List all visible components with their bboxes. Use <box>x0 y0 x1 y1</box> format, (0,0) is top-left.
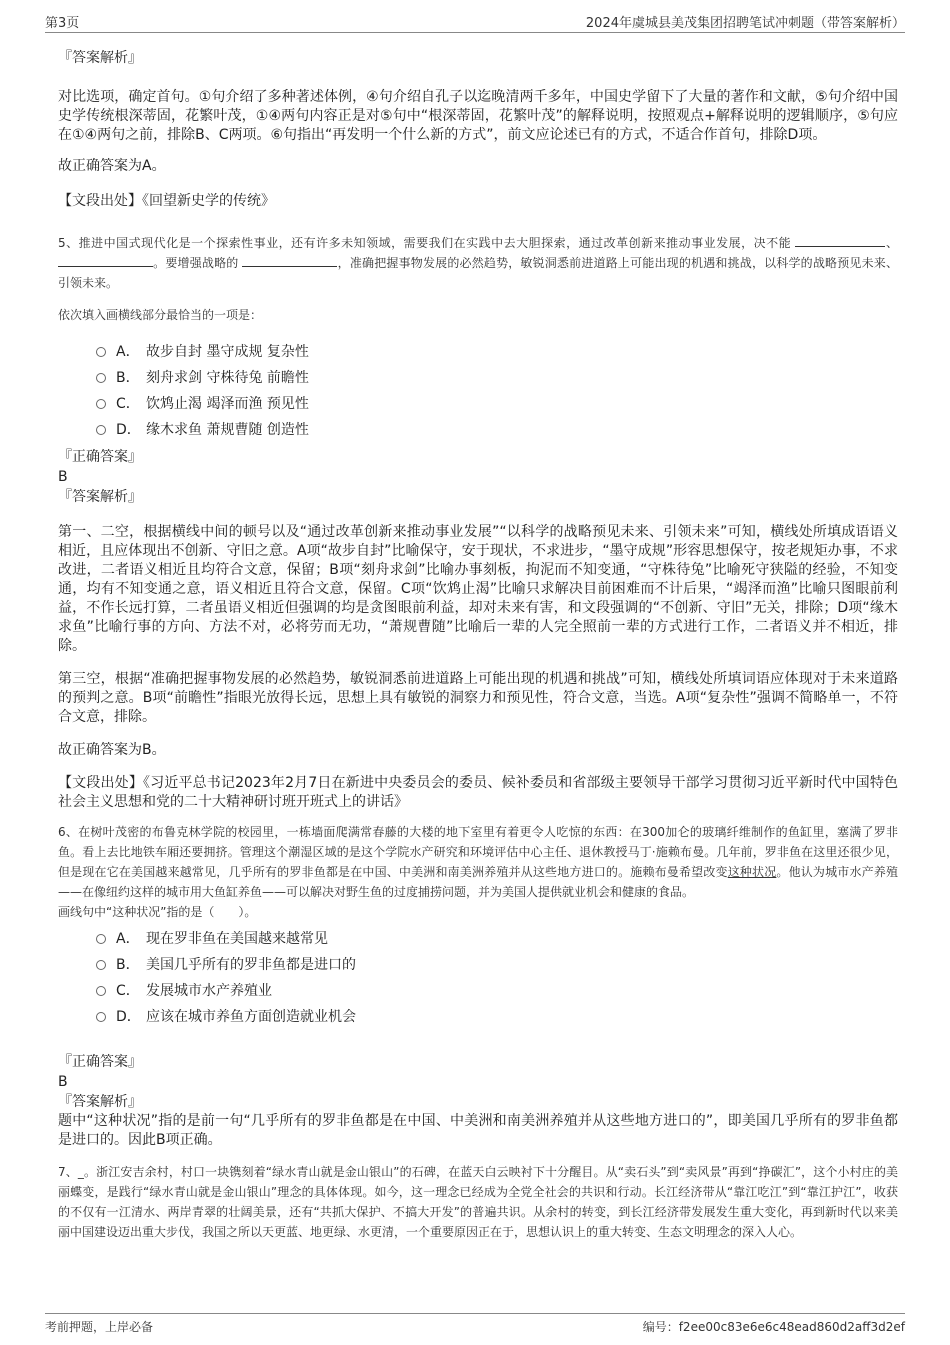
q5-separator: 、 <box>885 236 898 250</box>
page-number: 第3页 <box>45 16 80 31</box>
option-text: 缘木求鱼 萧规曹随 创造性 <box>146 422 309 438</box>
q5-stem-part-a: 5、推进中国式现代化是一个探索性事业，还有许多未知领域，需要我们在实践中去大胆探索，通过改革创新来推动事业发展，决不能 <box>58 236 792 250</box>
q7-stem: 7、_。浙江安吉余村，村口一块镌刻着“绿水青山就是金山银山”的石碑，在蓝天白云映衬下十分醒目。从“卖石头”到“卖风景”再到“挣碳汇”，这个小村庄的美丽蝶变，是践行“绿水青山就是金山银山”理念的具体体现。如今，这一理念已经成为全党全社会的共识和行动。长江经济带从“靠江吃江”到“靠江护江”，收获的不仅有一江清水、两岸青翠的壮阔美景，还有“共抓大保护、不搞大开发”的普遍共识。从余村的转变，到长江经济带发展发生重大变化，再到新时代以来美丽中国建设迈出重大步伐，我国之所以天更蓝、地更绿、水更清，一个重要原因正在于，思想认识上的重大转变、生态文明理念的深入人心。 <box>58 1165 898 1239</box>
q5-options <box>96 339 898 443</box>
q5-option-d[interactable] <box>96 417 898 443</box>
q6-analysis-label: 『答案解析』 <box>58 1094 142 1110</box>
radio-icon[interactable] <box>96 960 106 970</box>
q5-blank-3 <box>242 254 337 267</box>
q6-analysis: 题中“这种状况”指的是前一句“几乎所有的罗非鱼都是在中国、中美洲和南美洲养殖并从这些地方进口的”，即美国几乎所有的罗非鱼都是进口的。因此B项正确。 <box>58 1113 898 1148</box>
q6-stem-part-a: 6、在树叶茂密的布鲁克林学院的校园里，一栋墙面爬满常春藤的大楼的地下室里有着更令人吃惊的东西：在300加仑的玻璃纤维制作的鱼缸里，塞满了罗非鱼。看上去比地铁车厢还要拥挤。管理这个潮湿区域的是这个学院水产研究和环境评估中心主任、退休教授马丁·施赖布曼。几年前，罗非鱼在这里还很少见，但是现在它在美国越来越常见，几乎所有的罗非鱼都是在中国、中美洲和南美洲养殖并从这些地方进口的。施赖布曼希望改变 <box>58 825 898 879</box>
q5-prompt: 依次填入画横线部分最恰当的一项是： <box>58 308 263 322</box>
q5-correct-label: 『正确答案』 <box>58 449 142 465</box>
option-key: D． <box>116 1009 141 1025</box>
option-text: 发展城市水产养殖业 <box>146 983 272 999</box>
option-key: C． <box>116 983 140 999</box>
footer-slogan: 考前押题，上岸必备 <box>45 1320 154 1334</box>
document-title: 2024年虞城县美茂集团招聘笔试冲刺题（带答案解析） <box>585 16 905 31</box>
q6-correct-label: 『正确答案』 <box>58 1054 142 1070</box>
page-header <box>45 10 905 33</box>
q4-analysis-label: 『答案解析』 <box>58 50 142 66</box>
option-text: 现在罗非鱼在美国越来越常见 <box>146 931 328 947</box>
q5-analysis-2: 第三空，根据“准确把握事物发展的必然趋势，敏锐洞悉前进道路上可能出现的机遇和挑战”可知，横线处所填词语应体现对于未来道路的预判之意。B项“前瞻性”指眼光放得长远，思想上具有敏锐的洞察力和预见性，符合文意，当选。A项“复杂性”强调不简略单一，不符合文意，排除。 <box>58 671 898 725</box>
code-label: 编号： <box>642 1320 679 1334</box>
q4-analysis-text: 对比选项，确定首句。①句介绍了多种著述体例，④句介绍自孔子以迄晚清两千多年，中国史学留下了大量的著作和文献，⑤句介绍中国史学传统根深蒂固，花繁叶茂，①④两句内容正是对⑤句中“根深蒂固，花繁叶茂”的解释说明，按照观点+解释说明的逻辑顺序，⑤句应在①④两句之前，排除B、C两项。⑥句指出“再发明一个什么新的方式”，前文应论述已有的方式，不适合作首句，排除D项。 <box>58 89 898 143</box>
q5-correct-answer: B <box>58 469 68 485</box>
option-key: A． <box>116 344 140 360</box>
q5-analysis-label: 『答案解析』 <box>58 489 142 505</box>
q6-underlined-phrase: 这种状况 <box>727 865 777 879</box>
option-text: 美国几乎所有的罗非鱼都是进口的 <box>146 957 356 973</box>
q6-stem-part-b: 。他认为城市水产养殖——在像纽约这样的城市用大鱼缸养鱼——可以解决对野生鱼的过度捕捞问题，并为美国人提供就业机会和健康的食品。 <box>58 865 898 899</box>
option-text: 故步自封 墨守成规 复杂性 <box>146 344 309 360</box>
option-key: A． <box>116 931 140 947</box>
q5-blank-1 <box>795 234 885 247</box>
page-footer <box>45 1313 905 1338</box>
radio-icon[interactable] <box>96 1012 106 1022</box>
q6-option-d[interactable] <box>96 1004 898 1030</box>
radio-icon[interactable] <box>96 425 106 435</box>
radio-icon[interactable] <box>96 934 106 944</box>
q4-conclusion: 故正确答案为A。 <box>58 158 166 174</box>
q5-stem-part-c: ，准确把握事物发展的必然趋势，敏锐洞悉前进道路上可能出现的机遇和挑战，以科学的战略预见未来、引领未来。 <box>58 256 898 290</box>
q6-option-a[interactable] <box>96 926 898 952</box>
radio-icon[interactable] <box>96 347 106 357</box>
option-text: 饮鸩止渴 竭泽而渔 预见性 <box>146 396 309 412</box>
page-content <box>58 40 898 1242</box>
code-value: f2ee00c83e6e6c48ead860d2aff3d2ef <box>678 1320 905 1334</box>
q5-blank-2 <box>58 254 153 267</box>
q6-prompt: 画线句中“这种状况”指的是（ ）。 <box>58 905 257 919</box>
option-key: B． <box>116 370 140 386</box>
q6-option-b[interactable] <box>96 952 898 978</box>
radio-icon[interactable] <box>96 399 106 409</box>
q5-option-c[interactable] <box>96 391 898 417</box>
q6-stem <box>58 822 898 902</box>
q6-options <box>96 926 898 1030</box>
q5-stem-part-b: 。要增强战略的 <box>153 256 239 270</box>
q5-analysis-1: 第一、二空，根据横线中间的顿号以及“通过改革创新来推动事业发展”“以科学的战略预见未来、引领未来”可知，横线处所填成语语义相近，且应体现出不创新、守旧之意。A项“故步自封”比喻保守，安于现状，不求进步，“墨守成规”形容思想保守，按老规矩办事，不求改进，二者语义相近且均符合文意，保留；B项“刻舟求剑”比喻办事刻板，拘泥而不知变通，“守株待兔”比喻死守狭隘的经验，不知变通，均有不知变通之意，语义相近且符合文意，保留。C项“饮鸩止渴”比喻只求解决目前困难而不计后果，“竭泽而渔”比喻只图眼前利益，不作长远打算，二者虽语义相近但强调的均是贪图眼前利益，却对未来有害，和文段强调的“不创新、守旧”无关，排除；D项“缘木求鱼”比喻行事的方向、方法不对，必将劳而无功，“萧规曹随”比喻后一辈的人完全照前一辈的方式进行工作，二者语义并不相近，排除。 <box>58 524 898 654</box>
q6-correct-answer: B <box>58 1074 68 1090</box>
q5-option-b[interactable] <box>96 365 898 391</box>
radio-icon[interactable] <box>96 373 106 383</box>
q5-option-a[interactable] <box>96 339 898 365</box>
q5-conclusion: 故正确答案为B。 <box>58 742 166 758</box>
document-code <box>643 1318 905 1335</box>
option-key: C． <box>116 396 140 412</box>
q5-stem <box>58 233 898 293</box>
option-text: 应该在城市养鱼方面创造就业机会 <box>146 1009 356 1025</box>
option-text: 刻舟求剑 守株待兔 前瞻性 <box>146 370 309 386</box>
radio-icon[interactable] <box>96 986 106 996</box>
q5-source: 【文段出处】《习近平总书记2023年2月7日在新进中央委员会的委员、候补委员和省部级主要领导干部学习贯彻习近平新时代中国特色社会主义思想和党的二十大精神研讨班开班式上的讲话》 <box>58 775 898 810</box>
option-key: D． <box>116 422 141 438</box>
option-key: B． <box>116 957 140 973</box>
q6-option-c[interactable] <box>96 978 898 1004</box>
q4-source: 【文段出处】《回望新史学的传统》 <box>58 193 275 209</box>
